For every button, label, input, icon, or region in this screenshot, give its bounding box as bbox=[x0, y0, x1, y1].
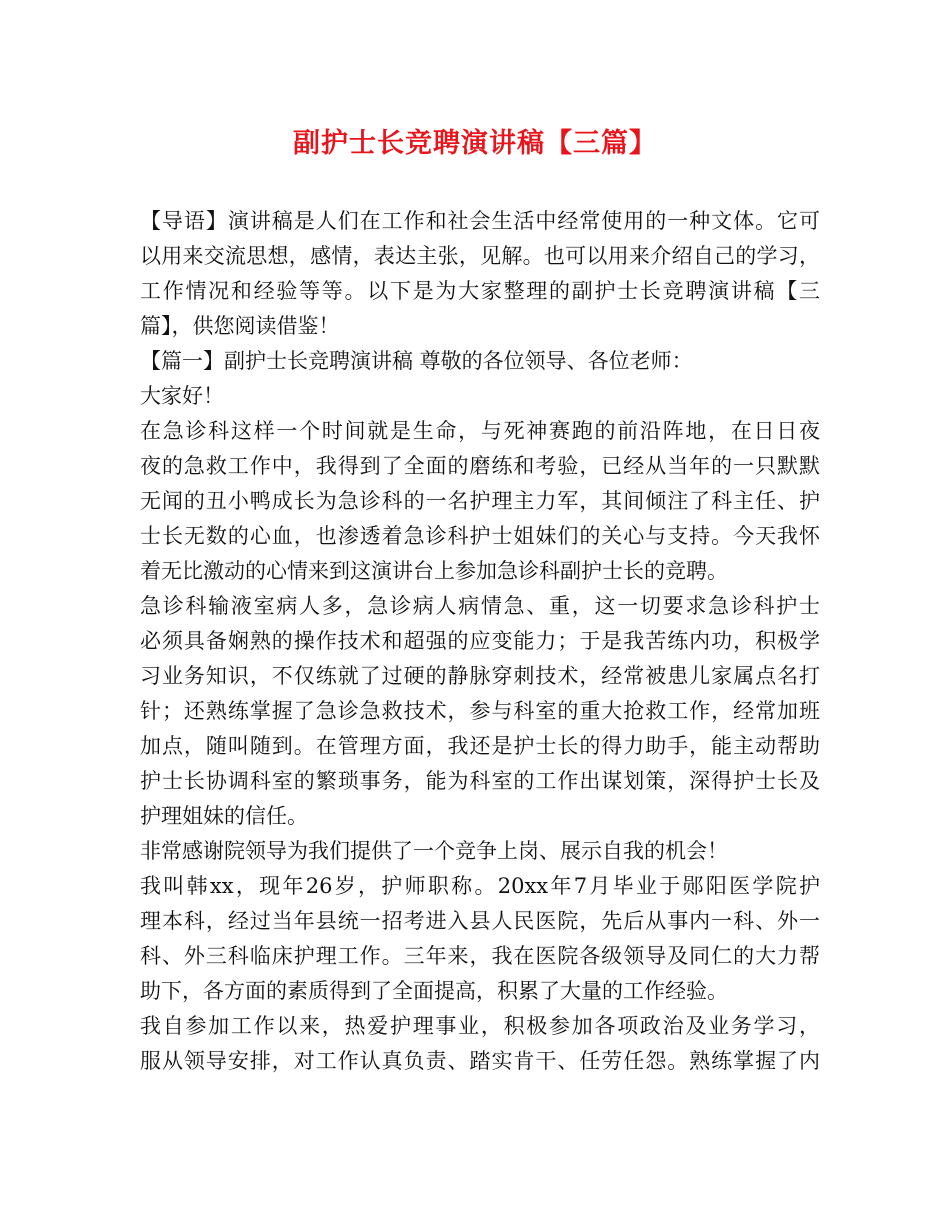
document-title: 副护士长竞聘演讲稿【三篇】 bbox=[293, 128, 657, 159]
body-line: 护理姐妹的信任。 bbox=[140, 804, 308, 828]
body-line: 以用来交流思想，感情，表达主张，见解。也可以用来介绍自己的学习， bbox=[140, 244, 820, 268]
body-line: 护士长协调科室的繁琐事务，能为科室的工作出谋划策，深得护士长及 bbox=[140, 769, 820, 793]
body-line: 科、外三科临床护理工作。三年来，我在医院各级领导及同仁的大力帮 bbox=[140, 944, 820, 968]
body-line: 【导语】演讲稿是人们在工作和社会生活中经常使用的一种文体。它可 bbox=[140, 209, 820, 233]
document-body bbox=[140, 204, 820, 1079]
body-line: 工作情况和经验等等。以下是为大家整理的副护士长竞聘演讲稿【三 bbox=[140, 279, 820, 303]
body-line: 篇】，供您阅读借鉴！ bbox=[140, 314, 340, 338]
body-line: 在急诊科这样一个时间就是生命，与死神赛跑的前沿阵地，在日日夜 bbox=[140, 419, 820, 443]
body-line: 助下，各方面的素质得到了全面提高，积累了大量的工作经验。 bbox=[140, 979, 728, 1003]
body-line: 我自参加工作以来，热爱护理事业，积极参加各项政治及业务学习， bbox=[140, 1014, 820, 1038]
body-line: 大家好！ bbox=[140, 384, 224, 408]
body-line: 理本科，经过当年县统一招考进入县人民医院，先后从事内一科、外一 bbox=[140, 909, 820, 933]
body-line: 习业务知识，不仅练就了过硬的静脉穿刺技术，经常被患儿家属点名打 bbox=[140, 664, 820, 688]
body-line: 着无比激动的心情来到这演讲台上参加急诊科副护士长的竞聘。 bbox=[140, 559, 728, 583]
body-line: 急诊科输液室病人多，急诊病人病情急、重，这一切要求急诊科护士 bbox=[140, 594, 820, 618]
body-line: 加点，随叫随到。在管理方面，我还是护士长的得力助手，能主动帮助 bbox=[140, 734, 820, 758]
body-line: 士长无数的心血，也渗透着急诊科护士姐妹们的关心与支持。今天我怀 bbox=[140, 524, 820, 548]
body-line: 服从领导安排，对工作认真负责、踏实肯干、任劳任怨。熟练掌握了内 bbox=[140, 1049, 820, 1073]
body-line: 【篇一】副护士长竞聘演讲稿 尊敬的各位领导、各位老师： bbox=[140, 349, 693, 373]
body-line: 非常感谢院领导为我们提供了一个竞争上岗、展示自我的机会！ bbox=[140, 839, 728, 863]
body-line: 夜的急救工作中，我得到了全面的磨练和考验，已经从当年的一只默默 bbox=[140, 454, 820, 478]
body-line: 我叫韩xx，现年26岁，护师职称。20xx年7月毕业于郧阳医学院护 bbox=[140, 874, 820, 898]
body-line: 针；还熟练掌握了急诊急救技术，参与科室的重大抢救工作，经常加班 bbox=[140, 699, 820, 723]
body-line: 无闻的丑小鸭成长为急诊科的一名护理主力军，其间倾注了科主任、护 bbox=[140, 489, 820, 513]
body-line: 必须具备娴熟的操作技术和超强的应变能力；于是我苦练内功，积极学 bbox=[140, 629, 820, 653]
